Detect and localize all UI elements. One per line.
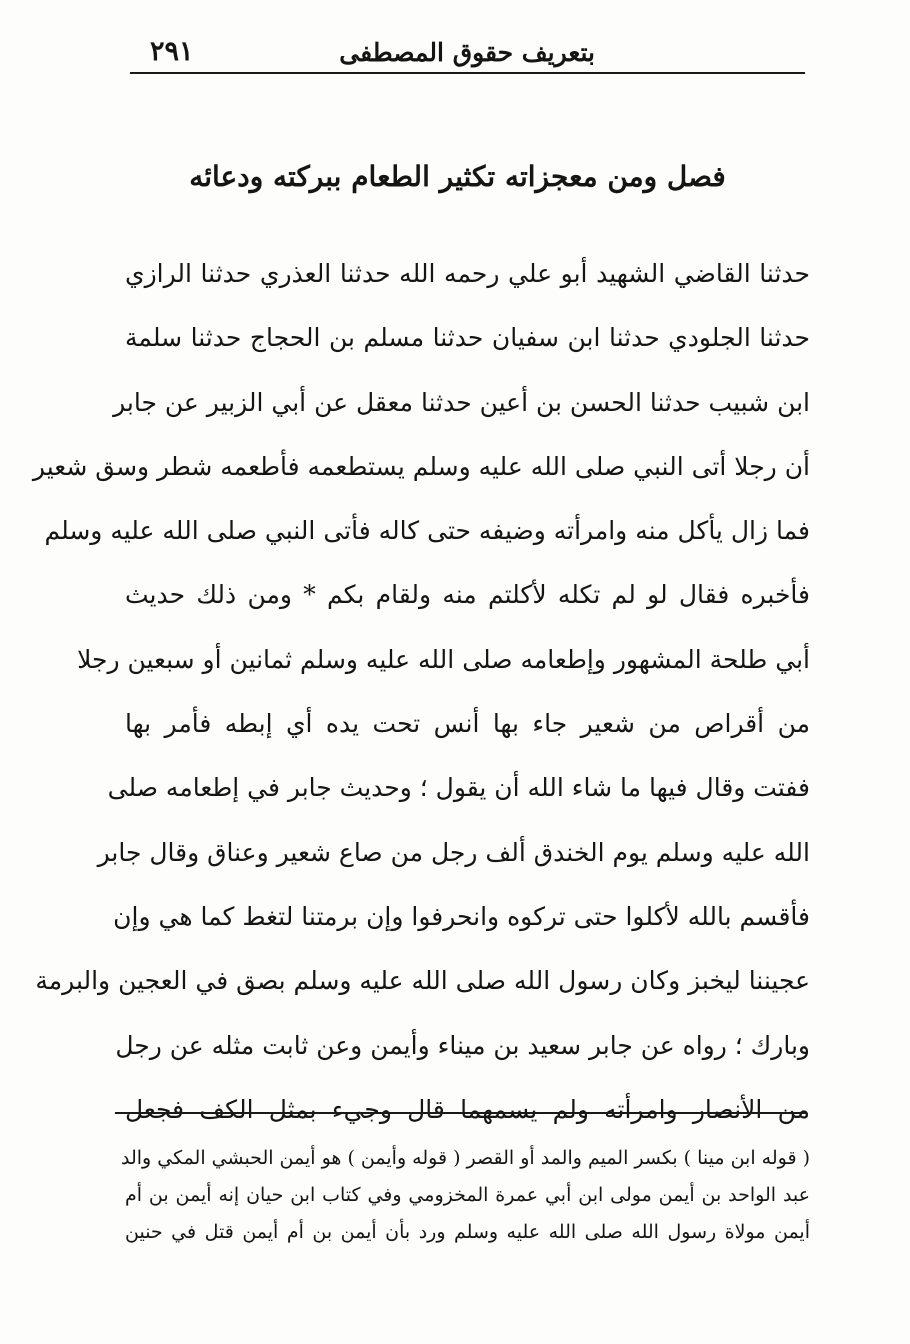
body-line: أبي طلحة المشهور وإطعامه صلى الله عليه وسلم ثمانين أو سبعين رجلا xyxy=(77,644,810,674)
page-number: ٢٩١ xyxy=(150,36,194,67)
running-title: بتعريف حقوق المصطفى xyxy=(339,38,595,67)
footnote-rule xyxy=(115,1112,807,1114)
footnote xyxy=(120,1140,810,1251)
body-line: الله عليه وسلم يوم الخندق ألف رجل من صاع شعير وعناق وقال جابر xyxy=(97,837,810,867)
body-line: عجيننا ليخبز وكان رسول الله صلى الله عليه وسلم بصق في العجين والبرمة xyxy=(35,966,810,996)
footnote-line: عبد الواحد بن أيمن مولى ابن أبي عمرة المخزومي وفي كتاب ابن حيان إنه أيمن بن أم xyxy=(125,1184,810,1206)
body-line: فما زال يأكل منه وامرأته وضيفه حتى كاله فأتى النبي صلى الله عليه وسلم xyxy=(44,516,810,546)
body-line: ففتت وقال فيها ما شاء الله أن يقول ؛ وحديث جابر في إطعامه صلى xyxy=(107,773,810,803)
footnote-line: أيمن مولاة رسول الله صلى الله عليه وسلم ورد بأن أيمن بن أم أيمن قتل في حنين xyxy=(125,1221,810,1243)
footnote-line: ( قوله ابن مينا ) بكسر الميم والمد أو القصر ( قوله وأيمن ) هو أيمن الحبشي المكي والد xyxy=(120,1147,810,1169)
body-line: ابن شبيب حدثنا الحسن بن أعين حدثنا معقل عن أبي الزبير عن جابر xyxy=(113,387,810,417)
body-line: أن رجلا أتى النبي صلى الله عليه وسلم يستطعمه فأطعمه شطر وسق شعير xyxy=(32,451,810,481)
running-head xyxy=(130,28,795,76)
body-line: من الأنصار وامرأته ولم يسمهما قال وجيء بمثل الكف فجعل xyxy=(125,1094,810,1124)
body-text xyxy=(32,242,810,1142)
body-line: وبارك ؛ رواه عن جابر سعيد بن ميناء وأيمن وعن ثابت مثله عن رجل xyxy=(115,1030,810,1060)
body-line: فأخبره فقال لو لم تكله لأكلتم منه ولقام بكم * ومن ذلك حديث xyxy=(125,580,810,610)
section-heading: فصل ومن معجزاته تكثير الطعام ببركته ودعائه xyxy=(189,160,726,193)
body-line: حدثنا الجلودي حدثنا ابن سفيان حدثنا مسلم بن الحجاج حدثنا سلمة xyxy=(125,323,810,353)
body-line: فأقسم بالله لأكلوا حتى تركوه وانحرفوا وإن برمتنا لتغط كما هي وإن xyxy=(113,901,810,931)
body-line: من أقراص من شعير جاء بها أنس تحت يده أي إبطه فأمر بها xyxy=(125,709,810,739)
body-line: حدثنا القاضي الشهيد أبو علي رحمه الله حدثنا العذري حدثنا الرازي xyxy=(125,259,810,288)
header-rule xyxy=(130,72,805,74)
